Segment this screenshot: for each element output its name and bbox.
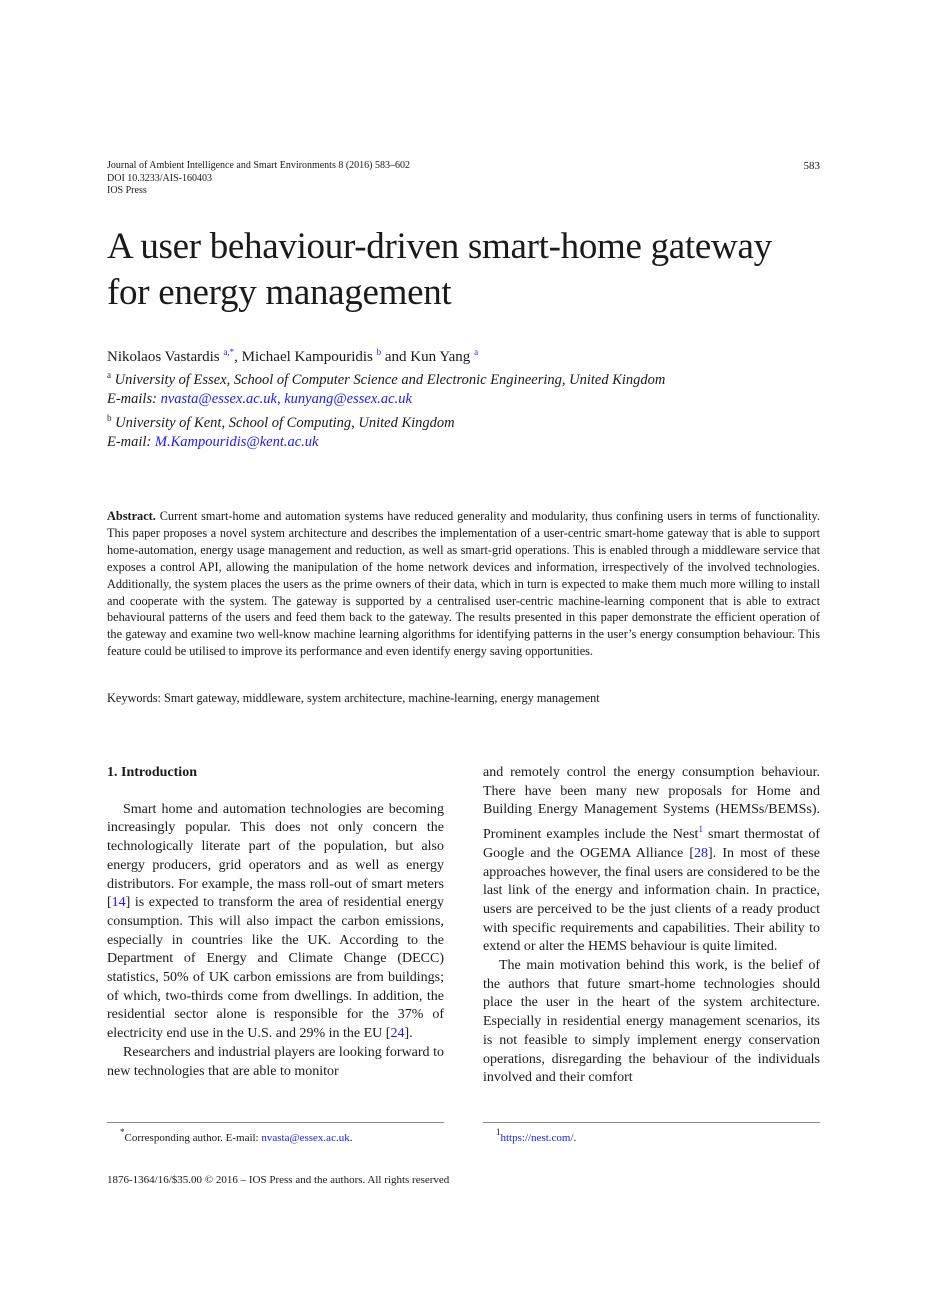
publisher: IOS Press [107,185,147,196]
email-b [107,433,665,452]
footnote-right [496,1127,576,1144]
email-label: E-mails: [107,391,161,407]
footnote-text: . [349,1132,353,1144]
page-number: 583 [803,160,820,172]
paragraph [483,764,820,957]
paragraph: Researchers and industrial players are looking forward to new technologies that are able to monitor [107,1044,444,1079]
author-affiliation-link[interactable]: a,* [223,347,235,357]
footnote-link[interactable]: 1 [698,824,703,835]
email-link[interactable]: nvasta@essex.ac.uk [261,1132,350,1144]
journal-citation: Journal of Ambient Intelligence and Smart Environments 8 (2016) 583–602 [107,160,410,171]
footnote-mark: 1 [496,1127,501,1137]
footnote-text: . [573,1132,577,1144]
abstract-text: Current smart-home and automation systems have reduced generality and modularity, thus confining users in terms of functionality. This paper proposes a novel system architecture and describes the implementation of a user-centric smart-home gateway that is able to support home-automation, energy usage management and reduction, as well as smart-grid operations. This is enabled through a middleware service that exposes a control API, allowing the manipulation of the home network devices and information, irrespectively of the involved technologies. Additionally, the system places the users as the prime owners of their data, which in turn is expected to make them much more willing to install and cooperate with the system. The gateway is supported by a centralised user-centric machine-learning component that is able to extract behavioural patterns of the users and feed them back to the gateway. The results presented in this paper demonstrate the efficient operation of the gateway and examine two well-know machine learning algorithms for identifying patterns in the user’s energy consumption behaviour. This feature could be utilised to improve its performance and even identify energy saving opportunities. [107,509,820,659]
url-link[interactable]: https://nest.com/ [500,1132,574,1144]
section-heading: 1. Introduction [107,765,197,780]
author-affiliation-link[interactable]: a [474,347,479,357]
email-link[interactable]: M.Kampouridis@kent.ac.uk [154,434,319,450]
abstract-label: Abstract. [107,509,156,523]
author-name: Nikolaos Vastardis [107,349,220,365]
paragraph-text: and remotely control the energy consumption behaviour. There have been many new proposals for Home and Building Energy Management Systems (HEMSs/BEMSs). Prominent examples include the Nest [483,765,820,843]
paragraph-text: ]. [404,1026,413,1042]
doi: DOI 10.3233/AIS-160403 [107,172,212,184]
paragraph [107,801,444,1044]
right-column [483,764,820,1088]
email-label: E-mail: [107,434,155,450]
citation-link[interactable]: 28 [694,845,709,861]
author-affiliation-link[interactable]: b [376,347,382,357]
paragraph-text: ] is expected to transform the area of residential energy consumption. This will also impact the carbon emissions, especially in countries like the UK. According to the Department of Energy and Climate Change (DECC) statistics, 50% of UK carbon emissions are from buildings; of which, two-thirds come from dwellings. In addition, the residential sector alone is responsible for the 37% of electricity end use in the U.S. and 29% in the EU [ [107,895,444,1042]
author-name: Kun Yang [410,349,471,365]
paragraph-text: ]. In most of these approaches however, the final users are considered to be the last link of the energy and information chain. In practice, users are perceived to be the just clients of a ready product with specific requirements and capabilities. Their ability to extend or alter the HEMS behaviour is quite limited. [483,845,821,955]
affiliations [107,366,665,452]
paper-title [107,224,827,316]
citation-link[interactable]: 14 [111,895,126,911]
affiliation-mark: b [107,413,112,423]
author-separator: and [381,349,411,365]
affiliation-a [107,366,665,390]
footnote-divider [107,1122,444,1123]
title-line-1: A user behaviour-driven smart-home gateway [107,226,772,267]
citation-link[interactable]: 24 [390,1026,405,1042]
emails-a [107,390,665,409]
paragraph-text: Smart home and automation technologies are becoming increasingly popular. This does not only concern the technologically literate part of the population, but also energy producers, grid operators and as well as energy distributors. For example, the mass roll-out of smart meters [ [107,801,444,911]
affiliation-b [107,409,665,433]
footnote-divider [483,1122,820,1123]
copyright-footer: 1876-1364/16/$35.00 © 2016 – IOS Press and the authors. All rights reserved [107,1174,450,1186]
affiliation-text: University of Kent, School of Computing, United Kingdom [115,415,455,431]
footnote-left [120,1127,352,1144]
affiliation-text: University of Essex, School of Computer Science and Electronic Engineering, United Kingdom [114,372,666,388]
affiliation-mark: a [107,370,111,380]
abstract [107,508,820,660]
paragraph-text: smart thermostat of Google and the OGEMA Alliance [ [483,827,820,861]
footnote-mark: * [120,1127,125,1137]
journal-header [107,160,410,198]
title-line-2: for energy management [107,272,452,313]
keywords: Keywords: Smart gateway, middleware, system architecture, machine-learning, energy management [107,691,600,705]
paragraph: The main motivation behind this work, is the belief of the authors that future smart-home technologies should place the user in the heart of the system architecture. Especially in residential energy management scenarios, its is not feasible to simply implement energy conservation operations, disregarding the behaviour of the individuals involved and their comfort [483,958,820,1086]
author-list [107,343,478,367]
author-separator: , [234,349,242,365]
footnote-text: Corresponding author. E-mail: [124,1132,262,1144]
left-column [107,764,444,1081]
email-link[interactable]: nvasta@essex.ac.uk, kunyang@essex.ac.uk [160,391,412,407]
author-name: Michael Kampouridis [241,349,373,365]
